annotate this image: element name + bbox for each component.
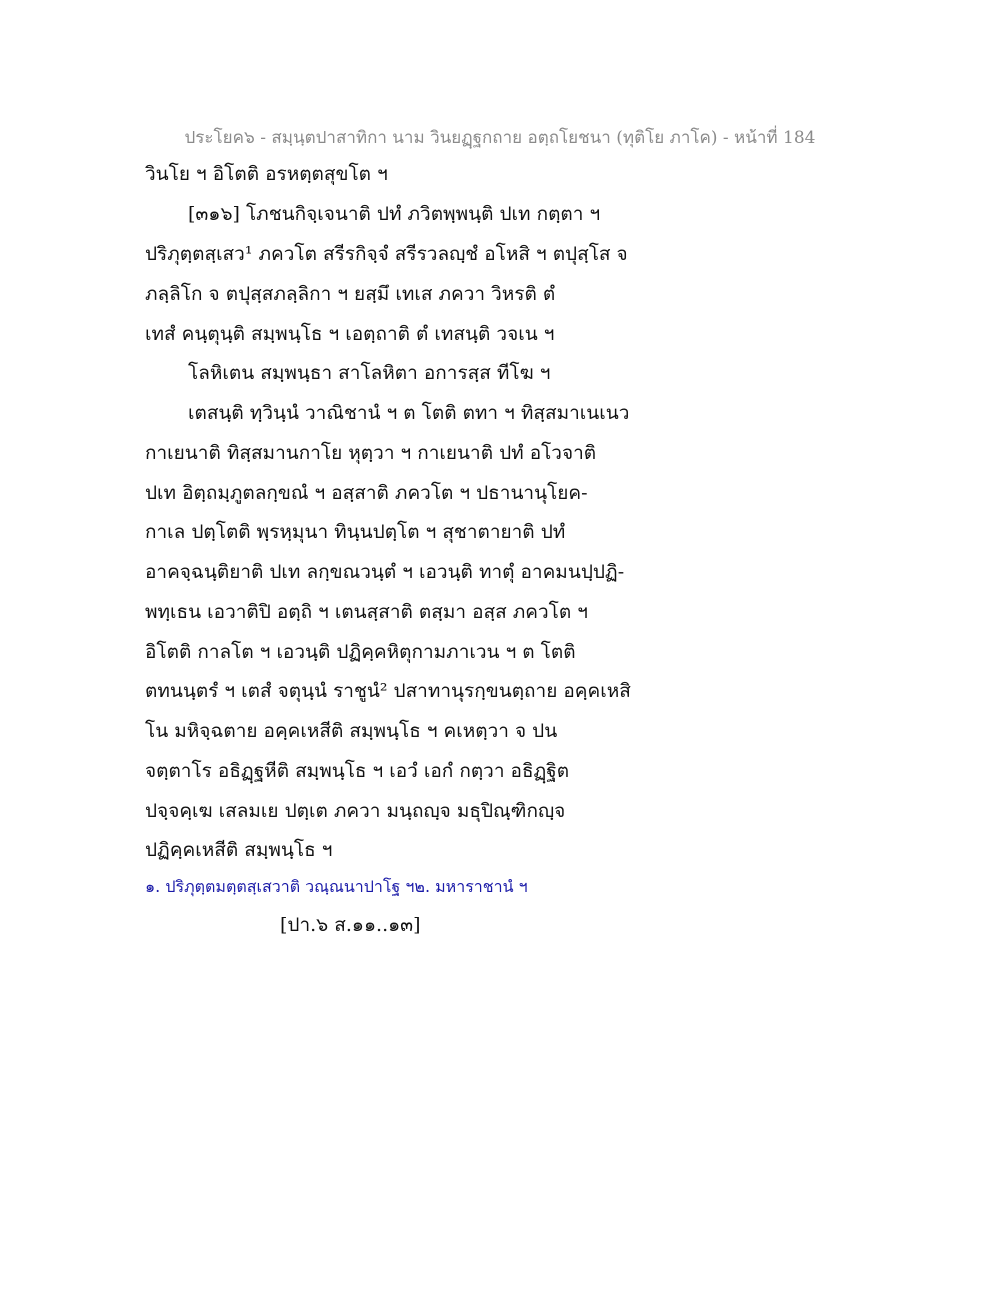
text-line: ปจฺจคฺเฆ เสลมเย ปตฺเต ภควา มนฺถญฺจ มธุปิณฺฑิกญฺจ: [145, 800, 566, 822]
page-reference: [ปา.๖ ส.๑๑..๑๓]: [280, 914, 421, 936]
text-line: ปเท อิตฺถมฺภูตลกฺขณํ ฯ อสฺสาติ ภควโต ฯ ปธานานุโยค-: [145, 482, 588, 504]
text-line: กาเยนาติ ทิสฺสมานกาโย หุตฺวา ฯ กาเยนาติ ปทํ อโวจาติ: [145, 442, 597, 464]
text-line: พทฺเธน เอวาติปิ อตฺถิ ฯ เตนสฺสาติ ตสฺมา อสฺส ภควโต ฯ: [145, 601, 588, 623]
text-line: ภลฺลิโก จ ตปุสฺสภลฺลิกา ฯ ยสฺมึ เทเส ภควา วิหรติ ตํ: [145, 283, 556, 305]
text-line: โน มหิจฺฉตาย อคฺคเหสีติ สมฺพนฺโธ ฯ คเหตฺวา จ ปน: [145, 720, 558, 742]
text-line: เตสนฺติ ทฺวินฺนํ วาณิชานํ ฯ ต โตติ ตทา ฯ ทิสฺสมาเนเนว: [188, 402, 630, 424]
text-line: [๓๑๖] โภชนกิจฺเจนาติ ปทํ ภวิตพฺพนฺติ ปเท กตฺตา ฯ: [188, 203, 601, 225]
text-line: วินโย ฯ อิโตติ อรหตฺตสุขโต ฯ: [145, 163, 388, 185]
text-line: อาคจฺฉนฺติยาติ ปเท ลกฺขณวนฺตํ ฯ เอวนฺติ ทาตุํ อาคมนปฺปฏิ-: [145, 561, 625, 583]
text-line: ปฏิคฺคเหสีติ สมฺพนฺโธ ฯ: [145, 839, 333, 861]
text-line: จตฺตาโร อธิฏฺฐหีติ สมฺพนฺโธ ฯ เอวํ เอกํ กตฺวา อธิฏฺฐิต: [145, 760, 570, 782]
text-line: ปริภุตฺตสฺเสว¹ ภควโต สรีรกิจฺจํ สรีรวลญฺชํ อโหสิ ฯ ตปุสฺโส จ: [145, 243, 628, 265]
text-line: กาเล ปตฺโตติ พฺรหฺมุนา ทินฺนปตฺโต ฯ สุชาตายาติ ปทํ: [145, 521, 566, 543]
text-line: ตทนนฺตรํ ฯ เตสํ จตุนฺนํ ราชูนํ² ปสาทานุรกฺขนตฺถาย อคฺคเหสิ: [145, 680, 631, 702]
text-line: เทสํ คนฺตุนฺติ สมฺพนฺโธ ฯ เอตฺถาติ ตํ เทสนฺติ วจเน ฯ: [145, 323, 555, 345]
text-line: อิโตติ กาลโต ฯ เอวนฺติ ปฏิคฺคหิตุกามภาเวน ฯ ต โตติ: [145, 641, 576, 663]
footnote: ๑. ปริภุตฺตมตฺตสฺเสวาติ วณฺณนาปาโฐ ฯ๒. มหาราชานํ ฯ: [145, 877, 528, 896]
running-header: ประโยค๖ - สมฺนฺตปาสาทิกา นาม วินยฏฺฐกถาย อตฺถโยชนา (ทุติโย ภาโค) - หน้าที่ 184: [184, 128, 816, 148]
text-line: โลหิเตน สมฺพนฺธา สาโลหิตา อการสฺส ทีโฆ ฯ: [188, 362, 551, 384]
